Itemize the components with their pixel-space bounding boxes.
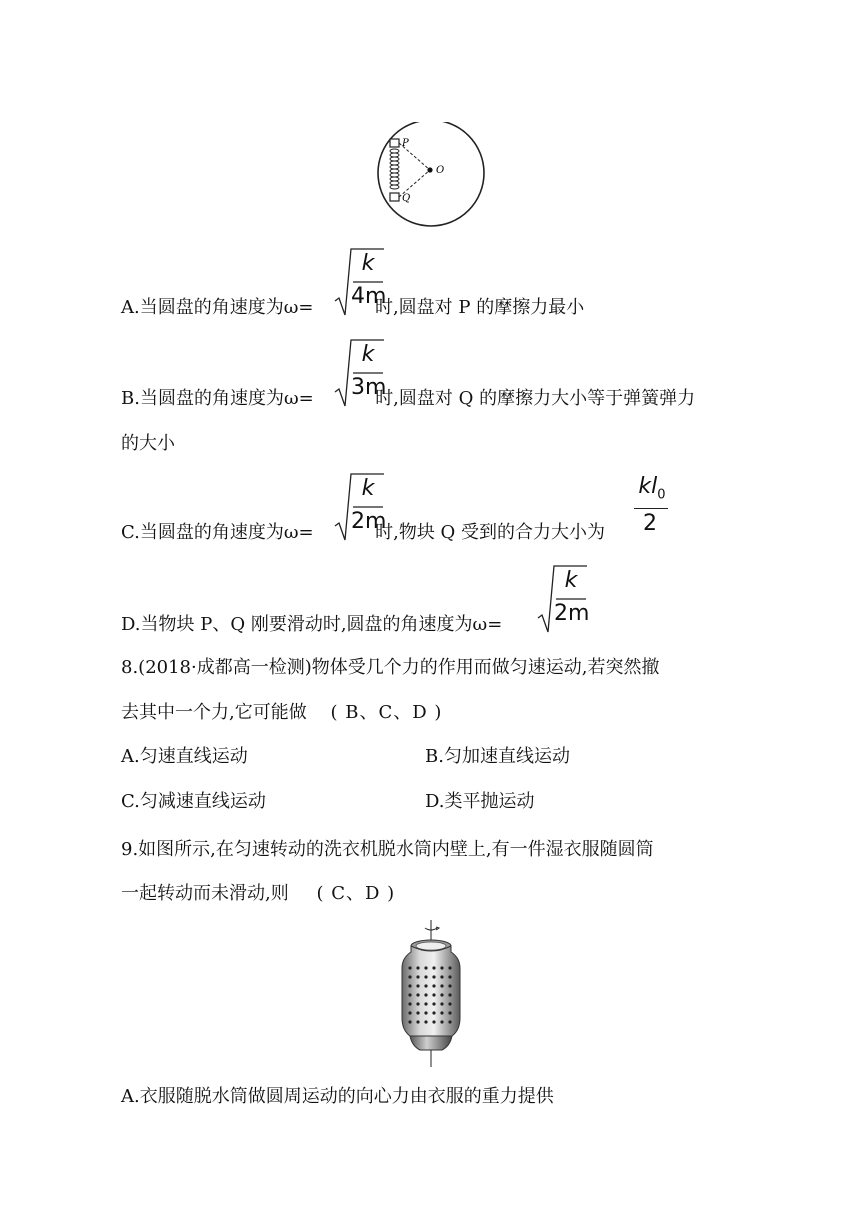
q7-b-before: B.当圆盘的角速度为ω= [121, 388, 314, 409]
sqrt-k-2m-d [537, 564, 590, 634]
q9-answer: ( C、D ) [316, 883, 396, 904]
sqrt-b-num: k [361, 342, 375, 367]
q8-answer: ( B、C、D ) [330, 702, 443, 723]
q7-c-before: C.当圆盘的角速度为ω= [121, 522, 314, 543]
sqrt-k-3m [334, 338, 387, 408]
q7-option-d [121, 613, 502, 637]
q9-stem-line2 [121, 882, 395, 906]
sqrt-a-num: k [361, 251, 375, 276]
label-p: P [402, 138, 409, 149]
q8-stem-line2 [121, 701, 442, 725]
q9-stem-line2-text: 一起转动而未滑动,则 [121, 883, 289, 904]
q8-option-a: A.匀速直线运动 [121, 746, 248, 767]
frac-c-den: 2 [643, 511, 657, 536]
q7-d-before: D.当物块 P、Q 刚要滑动时,圆盘的角速度为ω= [121, 614, 503, 635]
sqrt-k-2m [334, 472, 387, 542]
frac-c-sub: 0 [657, 487, 666, 503]
fraction-kl0-over-2 [632, 474, 672, 540]
label-q: Q [402, 193, 411, 204]
frac-c-num: kl [638, 474, 658, 499]
q7-a-before: A.当圆盘的角速度为ω= [121, 297, 314, 318]
sqrt-d-num: k [564, 568, 578, 593]
sqrt-b-den: 3m [351, 375, 387, 400]
sqrt-c-num: k [361, 476, 375, 501]
q7-option-b-cont: 的大小 [121, 433, 175, 454]
q9-stem-line1: 9.如图所示,在匀速转动的洗衣机脱水筒内壁上,有一件湿衣服随圆筒 [121, 839, 654, 860]
sqrt-a-den: 4m [351, 284, 387, 309]
q7-c-after: 时,物块 Q 受到的合力大小为 [375, 522, 606, 543]
sqrt-k-4m [334, 247, 387, 317]
label-o: O [436, 165, 445, 176]
q7-option-b [121, 387, 695, 411]
q8-option-b: B.匀加速直线运动 [425, 746, 570, 767]
disk-spring-figure [370, 122, 490, 232]
q7-b-after: 时,圆盘对 Q 的摩擦力大小等于弹簧弹力 [375, 388, 696, 409]
q7-a-after: 时,圆盘对 P 的摩擦力最小 [374, 297, 585, 318]
spin-drum-figure [390, 918, 472, 1068]
sqrt-c-den: 2m [351, 509, 387, 534]
q8-option-c: C.匀减速直线运动 [121, 791, 266, 812]
q8-stem-line2-text: 去其中一个力,它可能做 [121, 702, 307, 723]
q8-stem-line1: 8.(2018·成都高一检测)物体受几个力的作用而做匀速运动,若突然撤 [121, 657, 660, 678]
q8-option-d: D.类平抛运动 [425, 791, 535, 812]
sqrt-d-den: 2m [554, 601, 590, 626]
q9-option-a: A.衣服随脱水筒做圆周运动的向心力由衣服的重力提供 [121, 1086, 554, 1107]
